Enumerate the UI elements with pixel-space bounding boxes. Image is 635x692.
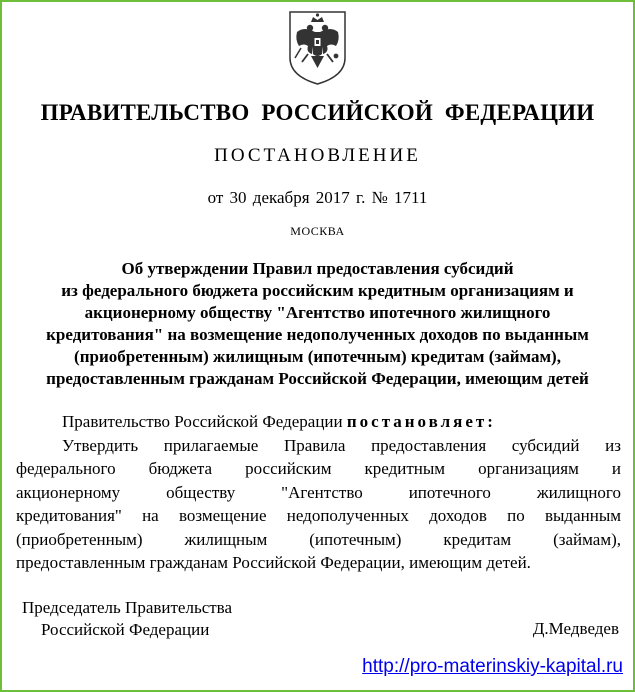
preamble-verb: постановляет:: [346, 412, 496, 431]
russian-coat-of-arms-icon: [286, 10, 349, 86]
position-line: Председатель Правительства: [22, 598, 233, 617]
body-line: кредитования" на возмещение недополученных доходов по выданным: [16, 506, 621, 525]
subject-line: Об утверждении Правил предоставления субсидий: [121, 259, 514, 278]
position-line: Российской Федерации: [41, 620, 210, 639]
government-title: ПРАВИТЕЛЬСТВО РОССИЙСКОЙ ФЕДЕРАЦИИ: [40, 100, 595, 125]
body-line: предоставленным гражданам Российской Федерации, имеющим детей.: [16, 553, 531, 572]
signatory-position: [22, 597, 232, 641]
preamble-text: Правительство Российской Федерации: [62, 412, 347, 431]
subject-line: акционерному обществу "Агентство ипотечного жилищного: [84, 303, 551, 322]
subject-line: предоставленным гражданам Российской Федерации, имеющим детей: [46, 369, 589, 388]
preamble: [16, 410, 621, 434]
document-type: ПОСТАНОВЛЕНИЕ: [214, 145, 421, 166]
document-body: [16, 410, 621, 575]
subject-line: кредитования" на возмещение недополученных доходов по выданным: [46, 325, 589, 344]
document-subject: [0, 258, 635, 390]
website-link[interactable]: http://pro-materinskiy-kapital.ru: [362, 656, 623, 677]
body-line: Утвердить прилагаемые Правила предоставления субсидий из: [62, 435, 621, 455]
document-date-number: от 30 декабря 2017 г. № 1711: [207, 188, 428, 207]
document-city: МОСКВА: [290, 224, 345, 238]
signatory-name: Д.Медведев: [532, 619, 619, 638]
subject-line: из федерального бюджета российским кредитным организациям и: [61, 281, 574, 300]
body-line: (приобретенным) жилищным (ипотечным) кредитам (займам),: [16, 529, 621, 549]
body-line: акционерному обществу "Агентство ипотечного жилищного: [16, 482, 621, 502]
body-line: федерального бюджета российским кредитным организациям и: [16, 459, 621, 478]
subject-line: (приобретенным) жилищным (ипотечным) кредитам (займам),: [74, 347, 561, 366]
